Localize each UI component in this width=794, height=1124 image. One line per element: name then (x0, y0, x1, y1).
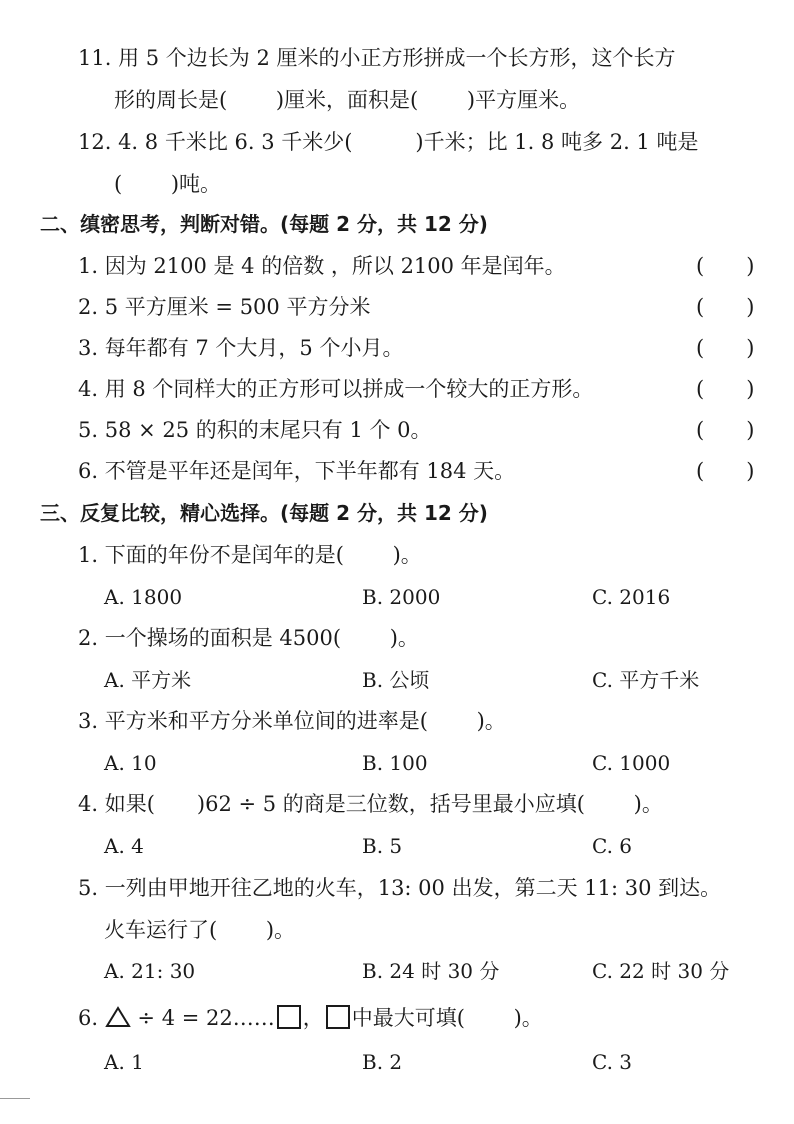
choice-q5-line1: 5. 一列由甲地开往乙地的火车，13: 00 出发，第二天 11: 30 到达。 (78, 876, 722, 900)
page-edge-mark (0, 1098, 30, 1099)
choice-q2-option-b[interactable]: B. 公顷 (362, 668, 430, 692)
choice-q2-option-a[interactable]: A. 平方米 (104, 668, 192, 692)
choice-q5-option-c[interactable]: C. 22 时 30 分 (592, 959, 730, 983)
choice-q3: 3. 平方米和平方分米单位间的进率是( )。 (78, 709, 506, 733)
triangle-icon (105, 1006, 131, 1028)
choice-q4-option-b[interactable]: B. 5 (362, 834, 403, 858)
choice-q6-option-a[interactable]: A. 1 (104, 1050, 144, 1074)
choice-q4-option-c[interactable]: C. 6 (592, 834, 633, 858)
judge-answer-1[interactable]: ( ) (696, 254, 755, 278)
choice-q1-option-c[interactable]: C. 2016 (592, 585, 671, 609)
choice-q5-option-b[interactable]: B. 24 时 30 分 (362, 959, 500, 983)
choice-q3-option-b[interactable]: B. 100 (362, 751, 428, 775)
q12-line2: ( )吨。 (114, 172, 222, 196)
choice-q6-number: 6. (78, 1006, 99, 1030)
judge-answer-6[interactable]: ( ) (696, 459, 755, 483)
judge-item-3: 3. 每年都有 7 个大月，5 个小月。 (78, 336, 404, 360)
judge-answer-2[interactable]: ( ) (696, 295, 755, 319)
judge-answer-3[interactable]: ( ) (696, 336, 755, 360)
choice-q1-option-a[interactable]: A. 1800 (104, 585, 183, 609)
choice-q5-line2: 火车运行了( )。 (104, 918, 296, 942)
square-box-icon (326, 1005, 350, 1029)
judge-answer-5[interactable]: ( ) (696, 418, 755, 442)
choice-q1-option-b[interactable]: B. 2000 (362, 585, 441, 609)
choice-q5-option-a[interactable]: A. 21: 30 (104, 959, 196, 983)
q12-line1: 12. 4. 8 千米比 6. 3 千米少( )千米；比 1. 8 吨多 2. 1 吨是 (78, 130, 699, 154)
judge-item-6: 6. 不管是平年还是闰年，下半年都有 184 天。 (78, 459, 516, 483)
judge-answer-4[interactable]: ( ) (696, 377, 755, 401)
judge-item-4: 4. 用 8 个同样大的正方形可以拼成一个较大的正方形。 (78, 377, 594, 401)
choice-q2-option-c[interactable]: C. 平方千米 (592, 668, 700, 692)
judge-item-5: 5. 58 × 25 的积的末尾只有 1 个 0。 (78, 418, 432, 442)
choice-q6-suffix: 中最大可填( )。 (351, 1006, 543, 1030)
choice-q6 (78, 1004, 543, 1032)
choice-q2: 2. 一个操场的面积是 4500( )。 (78, 626, 419, 650)
square-box-icon (277, 1005, 301, 1029)
choice-q6-option-b[interactable]: B. 2 (362, 1050, 403, 1074)
choice-q3-option-a[interactable]: A. 10 (104, 751, 157, 775)
choice-q6-expression: ÷ 4 = 22…… (137, 1006, 275, 1030)
section2-heading: 二、缜密思考，判断对错。(每题 2 分，共 12 分) (40, 212, 488, 236)
choice-q1: 1. 下面的年份不是闰年的是( )。 (78, 543, 422, 567)
section3-heading: 三、反复比较，精心选择。(每题 2 分，共 12 分) (40, 501, 488, 525)
judge-item-1: 1. 因为 2100 是 4 的倍数 ，所以 2100 年是闰年。 (78, 254, 566, 278)
choice-q4-option-a[interactable]: A. 4 (104, 834, 144, 858)
q11-line1: 11. 用 5 个边长为 2 厘米的小正方形拼成一个长方形，这个长方 (78, 46, 676, 70)
choice-q3-option-c[interactable]: C. 1000 (592, 751, 671, 775)
choice-q4: 4. 如果( )62 ÷ 5 的商是三位数，括号里最小应填( )。 (78, 792, 663, 816)
q11-line2: 形的周长是( )厘米，面积是( )平方厘米。 (114, 88, 581, 112)
judge-item-2: 2. 5 平方厘米 = 500 平方分米 (78, 295, 371, 319)
choice-q6-separator: ， (302, 1006, 324, 1030)
choice-q6-option-c[interactable]: C. 3 (592, 1050, 633, 1074)
